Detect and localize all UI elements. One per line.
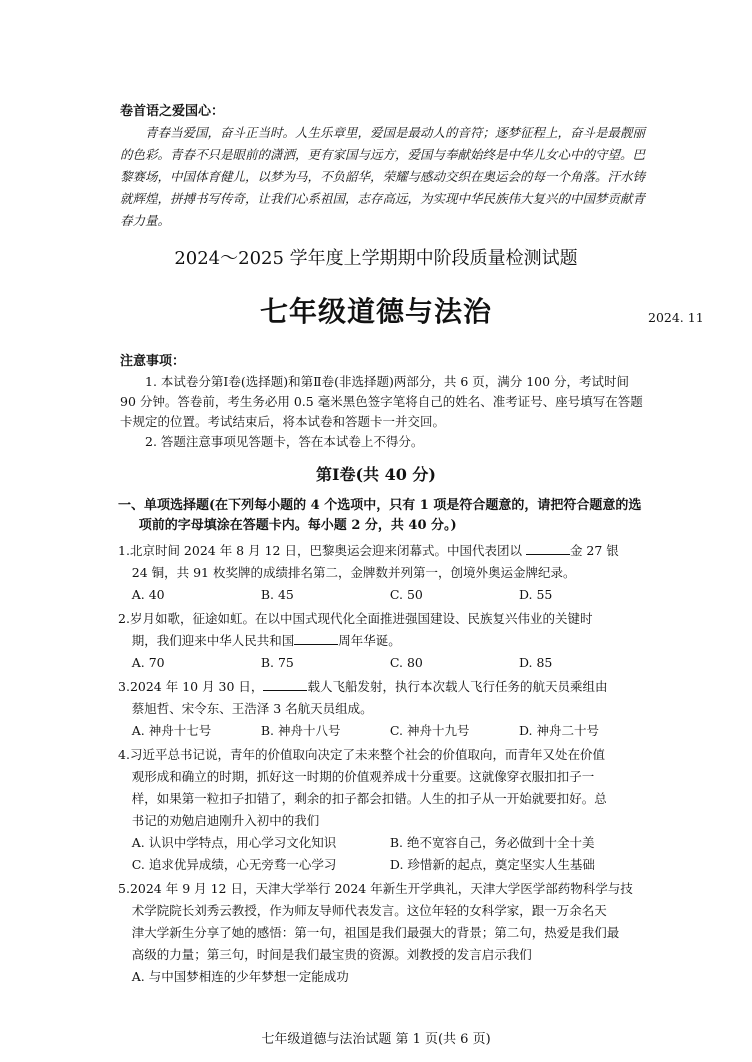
stem-text: 岁月如歌，征途如虹。在以中国式现代化全面推进强国建设、民族复兴伟业的关键时	[129, 611, 593, 626]
notice-title: 注意事项：	[120, 354, 186, 369]
question-stem	[118, 676, 648, 720]
question-number: 3.	[118, 679, 130, 694]
stem-text: 高级的力量；第三句，时间是我们最宝贵的资源。刘教授的发言启示我们	[131, 947, 532, 962]
notice-item: 2. 答题注意事项见答题卡，答在本试卷上不得分。	[145, 434, 424, 449]
option: A. 40	[131, 587, 165, 602]
exam-date: 2024. 11	[648, 310, 704, 325]
option: B. 75	[260, 655, 294, 670]
options	[118, 652, 648, 674]
options	[118, 832, 648, 876]
stem-text: 习近平总书记说，青年的价值取向决定了未来整个社会的价值取向，而青年又处在价值	[129, 747, 605, 762]
section-heading-line: 一、单项选择题(在下列每小题的 4 个选项中，只有 1 项是符合题意的，请把符合题意的选	[118, 498, 642, 513]
page-footer: 七年级道德与法治试题 第 1 页(共 6 页)	[261, 1032, 491, 1047]
stem-text: 北京时间 2024 年 8 月 12 日，巴黎奥运会迎来闭幕式。中国代表团以	[129, 543, 522, 558]
stem-text-line	[118, 630, 648, 652]
question-2	[118, 608, 648, 674]
question-number: 5.	[118, 881, 130, 896]
question-stem	[118, 608, 648, 652]
section-heading	[118, 496, 648, 536]
preface-title: 卷首语之爱国心：	[120, 104, 225, 119]
stem-text: 观形成和确立的时期，抓好这一时期的价值观养成十分重要。这就像穿衣服扣扣子一	[131, 769, 595, 784]
notice-body	[120, 372, 645, 452]
stem-text: 蔡旭哲、宋令东、王浩泽 3 名航天员组成。	[131, 701, 373, 716]
option: C. 80	[389, 655, 423, 670]
exam-title: 2024～2025 学年度上学期期中阶段质量检测试题	[174, 248, 578, 269]
option: B. 绝不宽容自己，务必做到十全十美	[389, 835, 595, 850]
section-heading-line: 项前的字母填涂在答题卡内。每小题 2 分，共 40 分。)	[138, 518, 457, 533]
stem-text: 期，我们迎来中华人民共和国	[131, 633, 295, 648]
options	[118, 966, 648, 988]
stem-text: 2024 年 9 月 12 日，天津大学举行 2024 年新生开学典礼，天津大学医学部药物科学与技	[129, 881, 633, 896]
option: B. 45	[260, 587, 294, 602]
question-4	[118, 744, 648, 876]
option: A. 70	[131, 655, 165, 670]
answer-blank	[526, 542, 570, 555]
preface-body: 青春当爱国，奋斗正当时。人生乐章里，爱国是最动人的音符；逐梦征程上，奋斗是最靓丽的色彩。青春不只是眼前的潇洒，更有家国与远方，爱国与奉献始终是中华儿女心中的守望。巴黎赛场，中国体育健儿，以梦为马，不负韶华，荣耀与感动交织在奥运会的每一个角落。汗水铸就辉煌，拼搏书写传奇，让我们心系祖国，志存高远，为实现中华民族伟大复兴的中国梦贡献青春力量。	[120, 125, 646, 228]
option: A. 神舟十七号	[131, 723, 212, 738]
question-stem	[118, 744, 648, 832]
option: D. 85	[518, 655, 553, 670]
question-number: 2.	[118, 611, 130, 626]
question-number: 1.	[118, 543, 130, 558]
answer-blank	[294, 632, 338, 645]
stem-text: 2024 年 10 月 30 日，	[129, 679, 264, 694]
option: A. 与中国梦相连的少年梦想一定能成功	[131, 969, 349, 984]
option: D. 珍惜新的起点，奠定坚实人生基础	[389, 857, 595, 872]
option: D. 55	[518, 587, 553, 602]
stem-text: 津大学新生分享了她的感悟：第一句，祖国是我们最强大的背景；第二句，热爱是我们最	[131, 925, 620, 940]
question-stem	[118, 878, 648, 966]
notice-item: 1. 本试卷分第Ⅰ卷(选择题)和第Ⅱ卷(非选择题)两部分，共 6 页，满分 100 分，考试时间 90 分钟。答卷前，考生务必用 0.5 毫米黑色签字笔将自己的姓名、准考证号、座号填写在答题卡规定的位置。考试结束后，将本试卷和答题卡一并交回。	[120, 374, 643, 429]
answer-blank	[263, 678, 307, 691]
question-1	[118, 540, 648, 606]
stem-text: 24 铜，共 91 枚奖牌的成绩排名第二，金牌数并列第一，创境外奥运金牌纪录。	[131, 565, 576, 580]
stem-text: 载人飞船发射，执行本次载人飞行任务的航天员乘组由	[307, 679, 608, 694]
question-stem	[118, 540, 648, 584]
stem-text: 金 27 银	[569, 543, 619, 558]
option: D. 神舟二十号	[518, 723, 599, 738]
question-5	[118, 878, 648, 988]
options	[118, 720, 648, 742]
question-number: 4.	[118, 747, 130, 762]
part-title: 第Ⅰ卷(共 40 分)	[315, 465, 437, 484]
question-3	[118, 676, 648, 742]
option: C. 神舟十九号	[389, 723, 470, 738]
option: C. 50	[389, 587, 423, 602]
stem-text: 样，如果第一粒扣子扣错了，剩余的扣子都会扣错。人生的扣子从一开始就要扣好。总	[131, 791, 607, 806]
option: C. 追求优异成绩，心无旁骛一心学习	[131, 857, 337, 872]
stem-text: 书记的劝勉启迪刚升入初中的我们	[131, 813, 320, 828]
options	[118, 584, 648, 606]
stem-text: 术学院院长刘秀云教授，作为师友导师代表发言。这位年轻的女科学家，跟一万余名天	[131, 903, 607, 918]
option: A. 认识中学特点，用心学习文化知识	[131, 835, 337, 850]
stem-text: 周年华诞。	[338, 633, 401, 648]
option: B. 神舟十八号	[260, 723, 341, 738]
subject-title: 七年级道德与法治	[259, 295, 492, 328]
